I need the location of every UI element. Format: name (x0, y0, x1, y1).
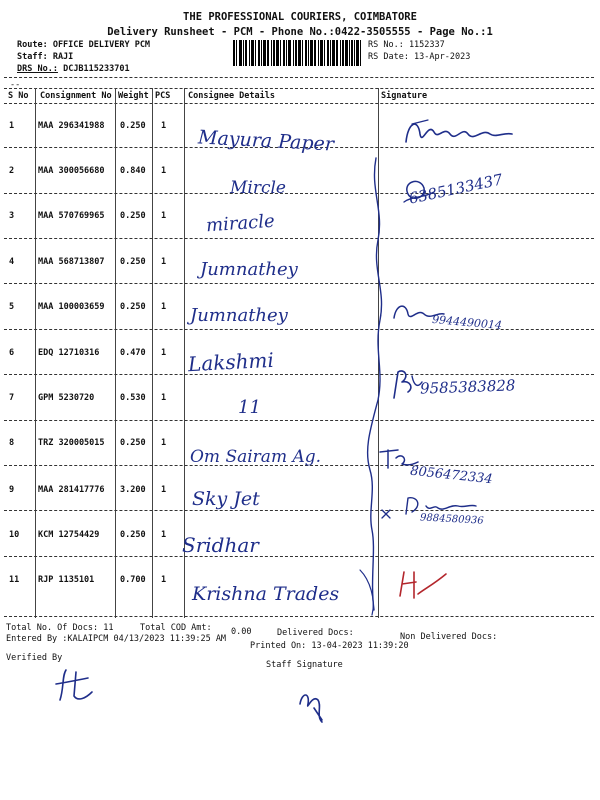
col-pcs: PCS (155, 91, 171, 101)
consignee-handwriting: Sky Jet (192, 488, 260, 510)
row-pcs: 1 (161, 348, 167, 358)
row-pcs: 1 (161, 302, 167, 312)
divider (4, 77, 594, 78)
staff-label: Staff: RAJI (17, 52, 74, 62)
route-label: Route: OFFICE DELIVERY PCM (17, 40, 151, 50)
row-weight: 0.250 (120, 121, 146, 131)
row-sno: 9 (9, 485, 15, 495)
row-pcs: 1 (161, 121, 167, 131)
row-pcs: 1 (161, 393, 167, 403)
row-consignment: MAA 100003659 (38, 302, 105, 312)
col-consignment: Consignment No (40, 91, 112, 101)
signature-phone: 9944490014 (431, 312, 503, 333)
row-weight: 0.250 (120, 211, 146, 221)
row-pcs: 1 (161, 166, 167, 176)
verified-by: Verified By (6, 653, 63, 663)
row-sno: 1 (9, 121, 15, 131)
signature-phone: 9884580936 (419, 512, 484, 527)
consignee-handwriting: 11 (238, 397, 261, 418)
rs-date: RS Date: 13-Apr-2023 (368, 52, 471, 62)
consignee-handwriting: Krishna Trades (192, 583, 340, 605)
consignee-handwriting: Jumnathey (190, 305, 288, 326)
row-sno: 5 (9, 302, 15, 312)
runsheet-title: Delivery Runsheet - PCM - Phone No.:0422-3505555 - Page No.:1 (107, 26, 493, 38)
row-pcs: 1 (161, 575, 167, 585)
entered-by: Entered By :KALAIPCM 04/13/2023 11:39:25 AM (6, 634, 227, 644)
row-rule (4, 556, 594, 557)
row-weight: 0.530 (120, 393, 146, 403)
printed-on: Printed On: 13-04-2023 11:39:20 (250, 641, 409, 651)
table-top-rule (4, 88, 594, 89)
header-rule (4, 103, 594, 104)
row-pcs: 1 (161, 530, 167, 540)
row-pcs: 1 (161, 485, 167, 495)
row-sno: 6 (9, 348, 15, 358)
company-title: THE PROFESSIONAL COURIERS, COIMBATORE (183, 11, 417, 23)
staff-signature-icon (292, 682, 342, 726)
signature-phone: 9585383828 (419, 376, 516, 398)
table-bottom-rule (4, 616, 594, 617)
col-separator (115, 88, 116, 618)
drs-label: DRS No.: (17, 64, 58, 74)
staff-signature: Staff Signature (266, 660, 343, 670)
row-weight: 0.250 (120, 438, 146, 448)
signature-icon (398, 112, 518, 152)
consignee-handwriting: miracle (205, 210, 276, 237)
row-rule (4, 329, 594, 330)
rs-number: RS No.: 1152337 (368, 40, 445, 50)
consignee-handwriting: Jumnathey (200, 259, 298, 280)
row-weight: 0.250 (120, 302, 146, 312)
total-cod-label: Total COD Amt: (140, 623, 212, 633)
row-consignment: MAA 568713807 (38, 257, 105, 267)
delivered-docs: Delivered Docs: (277, 628, 354, 638)
drs-number (17, 64, 130, 74)
col-sno: S No (8, 91, 29, 101)
row-pcs: 1 (161, 438, 167, 448)
col-separator (152, 88, 153, 618)
row-sno: 8 (9, 438, 15, 448)
row-sno: 11 (9, 575, 20, 585)
consignee-handwriting: Mayura Paper (197, 126, 335, 156)
row-consignment: MAA 281417776 (38, 485, 105, 495)
row-weight: 0.840 (120, 166, 146, 176)
row-sno: 3 (9, 211, 15, 221)
row-weight: 0.250 (120, 530, 146, 540)
row-consignment: MAA 570769965 (38, 211, 105, 221)
row-weight: 0.470 (120, 348, 146, 358)
row-consignment: EDQ 12710316 (38, 348, 100, 358)
row-consignment: GPM 5230720 (38, 393, 95, 403)
col-weight: Weight (118, 91, 149, 101)
red-mark-icon (392, 566, 462, 606)
signature-phone: 8056472334 (409, 463, 494, 488)
row-consignment: RJP 1135101 (38, 575, 95, 585)
col-signature: Signature (381, 91, 428, 101)
non-delivered-docs: Non Delivered Docs: (400, 632, 498, 642)
consignee-handwriting: Mircle (230, 178, 286, 198)
row-rule (4, 510, 594, 511)
row-consignment: MAA 296341988 (38, 121, 105, 131)
row-consignment: MAA 300056680 (38, 166, 105, 176)
barcode-icon (233, 40, 361, 66)
row-sno: 10 (9, 530, 20, 540)
row-rule (4, 374, 594, 375)
col-separator (35, 88, 36, 618)
signature-phone: 6385133437 (407, 170, 505, 208)
row-rule (4, 238, 594, 239)
row-pcs: 1 (161, 211, 167, 221)
row-pcs: 1 (161, 257, 167, 267)
row-sno: 7 (9, 393, 15, 403)
col-consignee: Consignee Details (188, 91, 275, 101)
row-sno: 4 (9, 257, 15, 267)
row-consignment: KCM 12754429 (38, 530, 100, 540)
row-consignment: TRZ 320005015 (38, 438, 105, 448)
consignee-handwriting: Om Sairam Ag. (190, 447, 322, 467)
row-weight: 3.200 (120, 485, 146, 495)
drs-value: DCJB115233701 (63, 64, 130, 74)
row-rule (4, 283, 594, 284)
row-weight: 0.250 (120, 257, 146, 267)
row-weight: 0.700 (120, 575, 146, 585)
row-rule (4, 193, 594, 194)
header-dots: -- (10, 80, 21, 90)
verifier-signature-icon (48, 662, 108, 706)
total-docs: Total No. Of Docs: 11 (6, 623, 114, 633)
row-rule (4, 420, 594, 421)
total-cod-value: 0.00 (231, 627, 252, 637)
row-sno: 2 (9, 166, 15, 176)
consignee-handwriting: Lakshmi (187, 347, 275, 377)
consignee-handwriting: Sridhar (182, 533, 259, 557)
